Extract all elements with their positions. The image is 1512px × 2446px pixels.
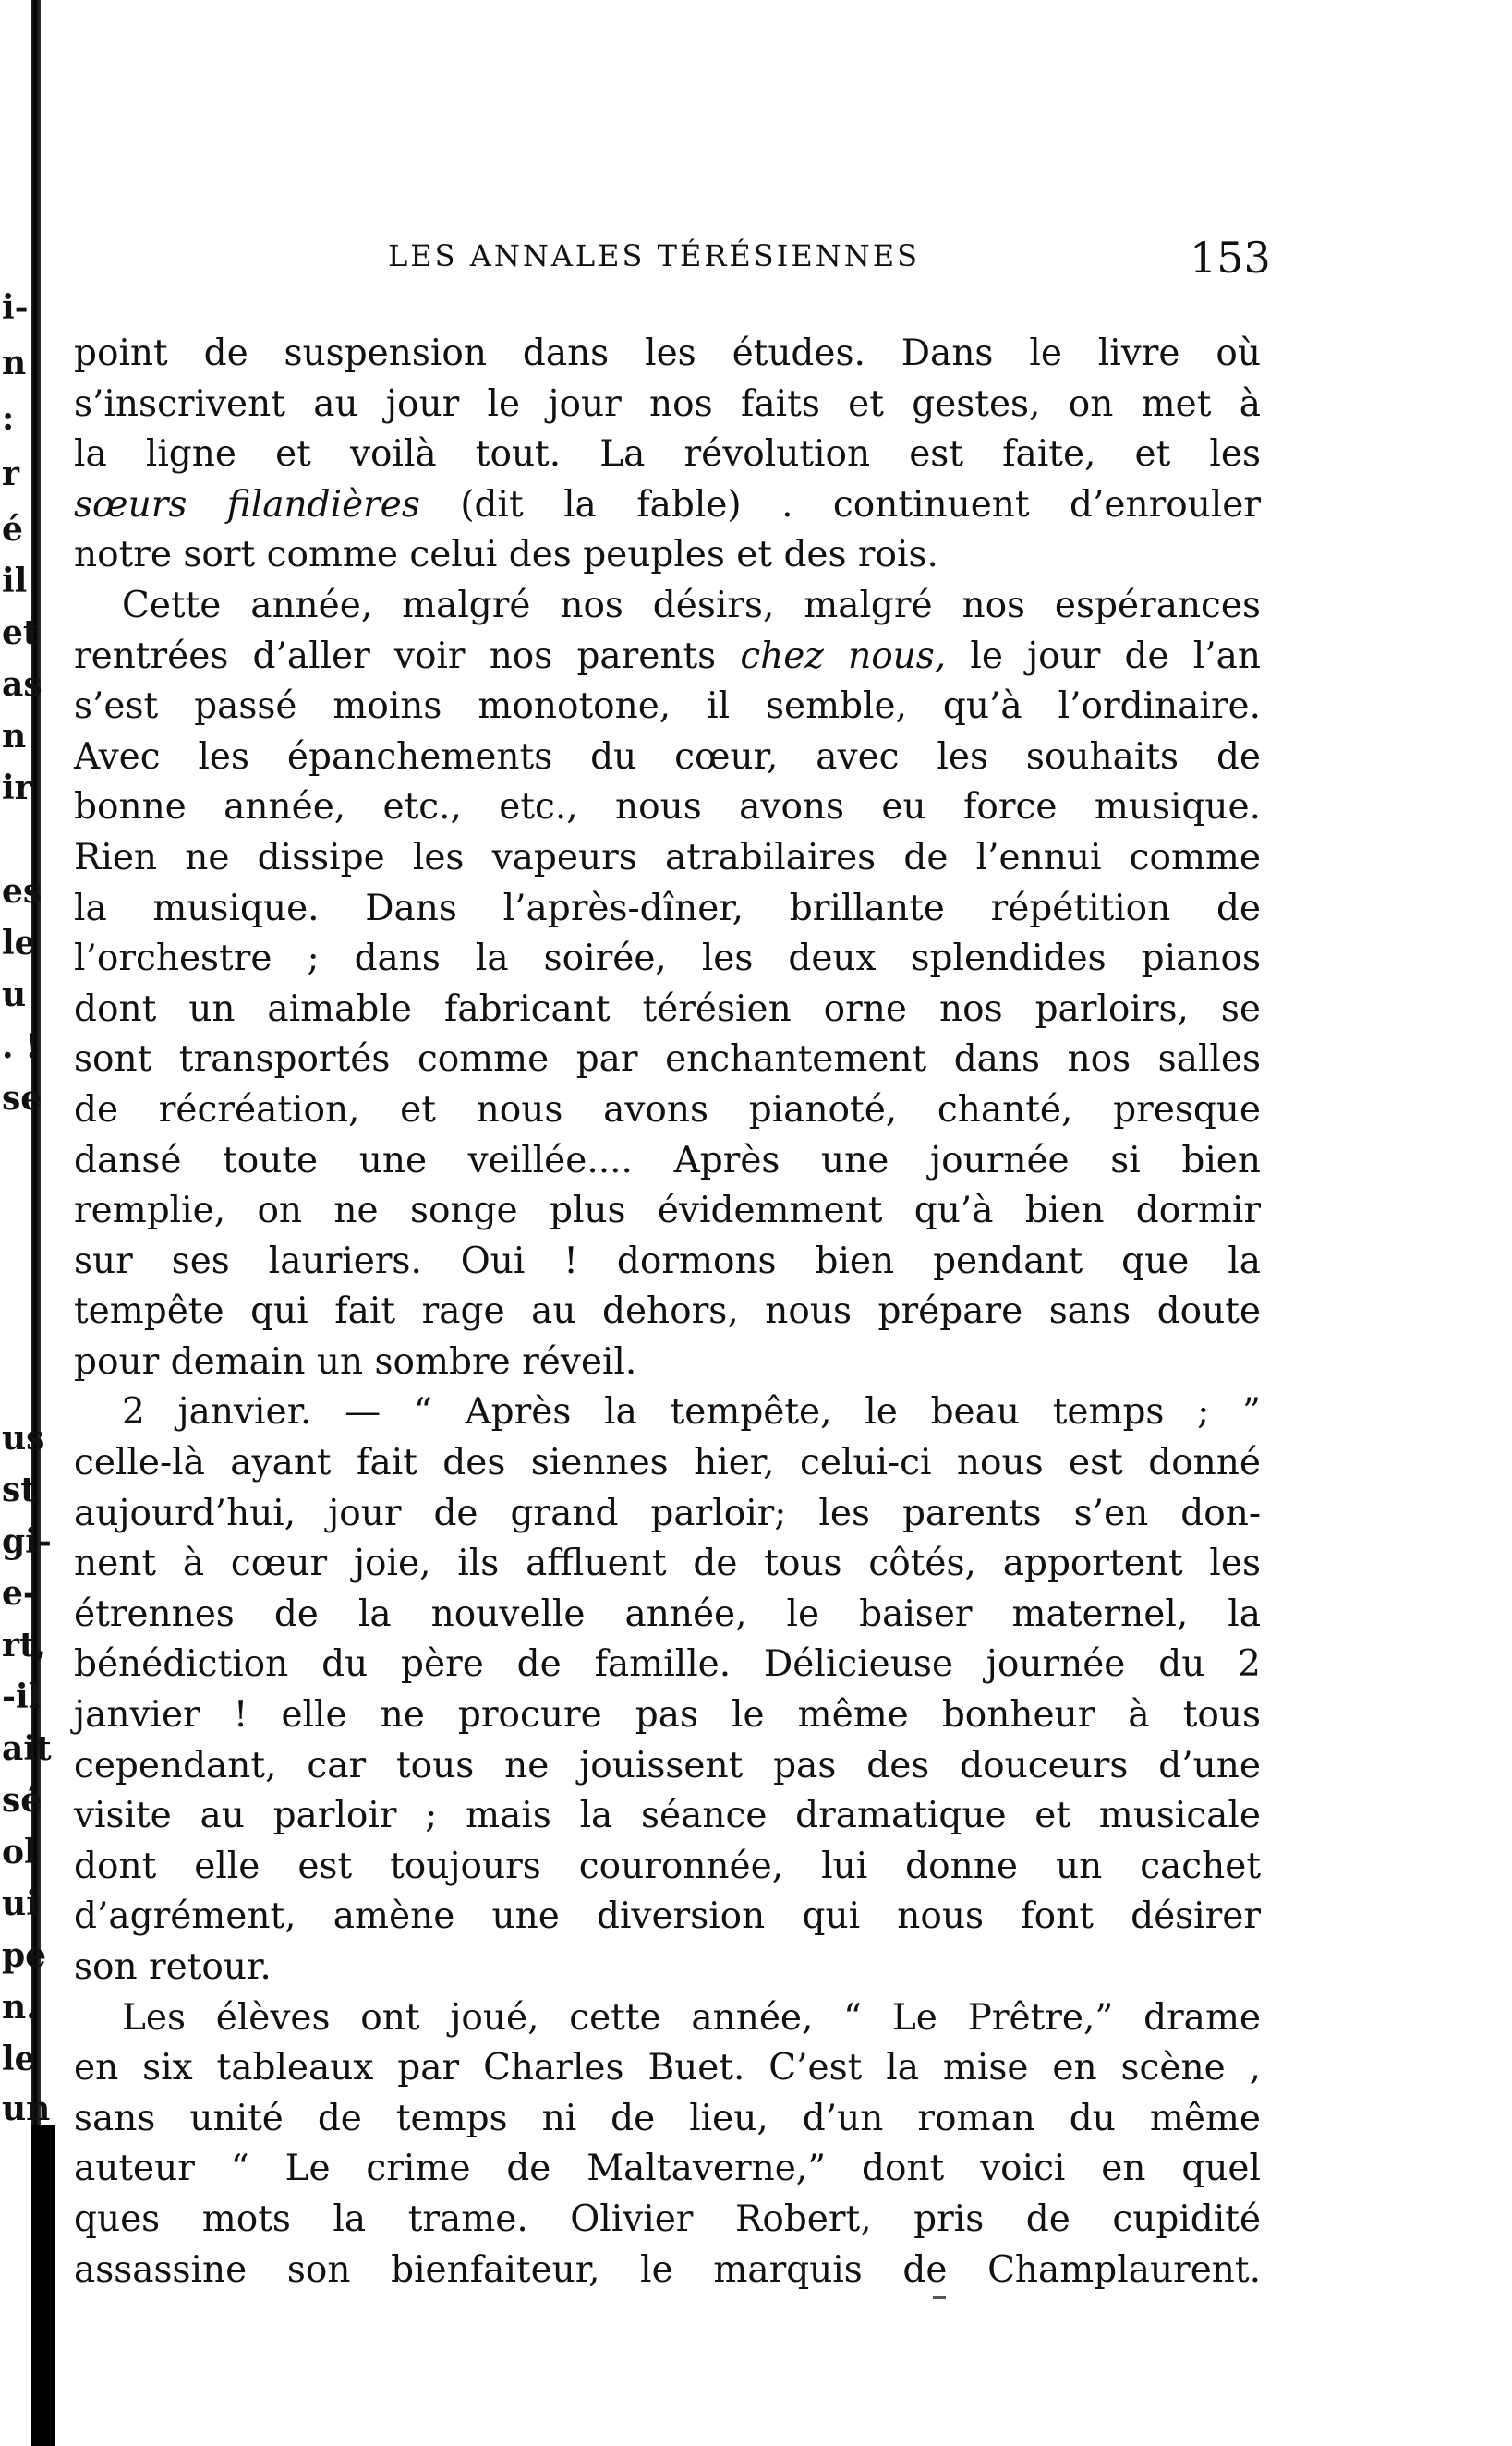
- facing-page-fragment: r: [2, 454, 19, 493]
- text-line: Avec les épanchements du cœur, avec les souhaits de: [74, 735, 1261, 778]
- text-line: s’est passé moins monotone, il semble, qu’à l’ordinaire.: [74, 685, 1261, 728]
- text-line: étrennes de la nouvelle année, le baiser maternel, la: [74, 1592, 1261, 1635]
- text-line: notre sort comme celui des peuples et des rois.: [74, 534, 938, 576]
- text-line: Cette année, malgré nos désirs, malgré nos espérances: [122, 584, 1261, 626]
- text-line: bénédiction du père de famille. Délicieuse journée du 2: [74, 1643, 1261, 1686]
- text-segment: le jour de l’an: [946, 635, 1261, 677]
- text-segment: rentrées d’aller voir nos parents: [74, 635, 741, 677]
- facing-page-fragment: u: [2, 975, 27, 1014]
- text-line: la ligne et voilà tout. La révolution est faite, et les: [74, 433, 1261, 476]
- binding-gutter-line: [31, 0, 41, 2446]
- text-line: ques mots la trame. Olivier Robert, pris de cupidité: [74, 2198, 1261, 2240]
- text-line: la musique. Dans l’après-dîner, brillante répétition de: [74, 887, 1261, 929]
- facing-page-fragments: [0, 0, 52, 2446]
- facing-page-fragment: un: [2, 2089, 51, 2128]
- text-line: Les élèves ont joué, cette année, “ Le Prêtre,” drame: [122, 1996, 1261, 2039]
- facing-page-fragment: -il: [2, 1677, 42, 1716]
- facing-page-fragment: et: [2, 613, 39, 652]
- text-line: auteur “ Le crime de Maltaverne,” dont voici en quel: [74, 2148, 1261, 2190]
- text-line: remplie, on ne songe plus évidemment qu’à bien dormir: [74, 1190, 1261, 1232]
- facing-page-fragment: i-: [2, 288, 29, 327]
- binding-gutter-shadow: [31, 2125, 55, 2446]
- facing-page-fragment: ait: [2, 1729, 52, 1768]
- facing-page-fragment: ir: [2, 769, 32, 807]
- facing-page-fragment: rt,: [2, 1626, 47, 1665]
- facing-page-fragment: es: [2, 872, 42, 911]
- text-line: [74, 632, 1261, 683]
- italic-segment: sœurs filandières: [74, 483, 420, 526]
- text-line: dansé toute une veillée.... Après une journée si bien: [74, 1139, 1261, 1181]
- text-line: pour demain un sombre réveil.: [74, 1340, 637, 1383]
- text-line: celle-là ayant fait des siennes hier, celui-ci nous est donné: [74, 1442, 1261, 1484]
- facing-page-fragment: n: [2, 344, 27, 382]
- page-header: [369, 233, 1293, 288]
- italic-segment: chez nous,: [740, 635, 947, 677]
- facing-page-fragment: as: [2, 665, 42, 704]
- text-line: aujourd’hui, jour de grand parloir; les parents s’en don-: [74, 1492, 1261, 1534]
- text-line: dont un aimable fabricant térésien orne nos parloirs, se: [74, 987, 1261, 1030]
- print-speck: [933, 2296, 946, 2299]
- facing-page-fragment: . !: [2, 1027, 40, 1066]
- text-line: [74, 480, 1261, 531]
- facing-page-fragment: n: [2, 717, 27, 756]
- facing-page-fragment: il: [2, 562, 28, 600]
- text-line: cependant, car tous ne jouissent pas des douceurs d’une: [74, 1744, 1261, 1786]
- text-line: sur ses lauriers. Oui ! dormons bien pendant que la: [74, 1240, 1261, 1282]
- facing-page-fragment: :: [2, 399, 15, 438]
- text-line: 2 janvier. — “ Après la tempête, le beau temps ; ”: [122, 1391, 1261, 1434]
- text-line: l’orchestre ; dans la soirée, les deux splendides pianos: [74, 938, 1261, 980]
- text-line: s’inscrivent au jour le jour nos faits et gestes, on met à: [74, 382, 1261, 425]
- facing-page-fragment: se: [2, 1079, 42, 1118]
- text-line: assassine son bienfaiteur, le marquis de Champlaurent.: [74, 2248, 1261, 2291]
- text-line: dont elle est toujours couronnée, lui donne un cachet: [74, 1845, 1261, 1887]
- text-line: tempête qui fait rage au dehors, nous prépare sans doute: [74, 1290, 1261, 1333]
- text-segment: (dit la fable) . continuent d’enrouler: [419, 483, 1262, 526]
- facing-page-fragment: le: [2, 2040, 36, 2078]
- text-line: bonne année, etc., etc., nous avons eu force musique.: [74, 786, 1261, 829]
- text-line: janvier ! elle ne procure pas le même bonheur à tous: [74, 1694, 1261, 1737]
- running-head: LES ANNALES TÉRÉSIENNES: [388, 238, 920, 273]
- text-line: d’agrément, amène une diversion qui nous font désirer: [74, 1895, 1261, 1938]
- facing-page-fragment: pe: [2, 1936, 47, 1975]
- text-line: en six tableaux par Charles Buet. C’est la mise en scène ,: [74, 2047, 1261, 2089]
- text-line: nent à cœur joie, ils affluent de tous côtés, apportent les: [74, 1543, 1261, 1585]
- facing-page-fragment: é: [2, 510, 23, 549]
- text-line: de récréation, et nous avons pianoté, chanté, presque: [74, 1088, 1261, 1131]
- body-text: [74, 329, 1261, 2295]
- facing-page-fragment: st: [2, 1471, 36, 1509]
- text-line: visite au parloir ; mais la séance dramatique et musicale: [74, 1795, 1261, 1837]
- facing-page-fragment: n.: [2, 1988, 38, 2027]
- text-line: sont transportés comme par enchantement dans nos salles: [74, 1038, 1261, 1081]
- facing-page-fragment: us: [2, 1419, 45, 1458]
- facing-page-fragment: gi-: [2, 1522, 52, 1561]
- page-number: 153: [1190, 233, 1271, 283]
- facing-page-fragment: le: [2, 924, 36, 963]
- facing-page-fragment: ol: [2, 1833, 37, 1871]
- facing-page-fragment: sé: [2, 1781, 42, 1820]
- text-line: Rien ne dissipe les vapeurs atrabilaires de l’ennui comme: [74, 836, 1261, 878]
- text-line: sans unité de temps ni de lieu, d’un roman du même: [74, 2097, 1261, 2139]
- facing-page-fragment: ui: [2, 1884, 39, 1923]
- text-line: son retour.: [74, 1946, 272, 1988]
- text-line: point de suspension dans les études. Dans le livre où: [74, 333, 1261, 374]
- facing-page-fragment: e-: [2, 1574, 37, 1613]
